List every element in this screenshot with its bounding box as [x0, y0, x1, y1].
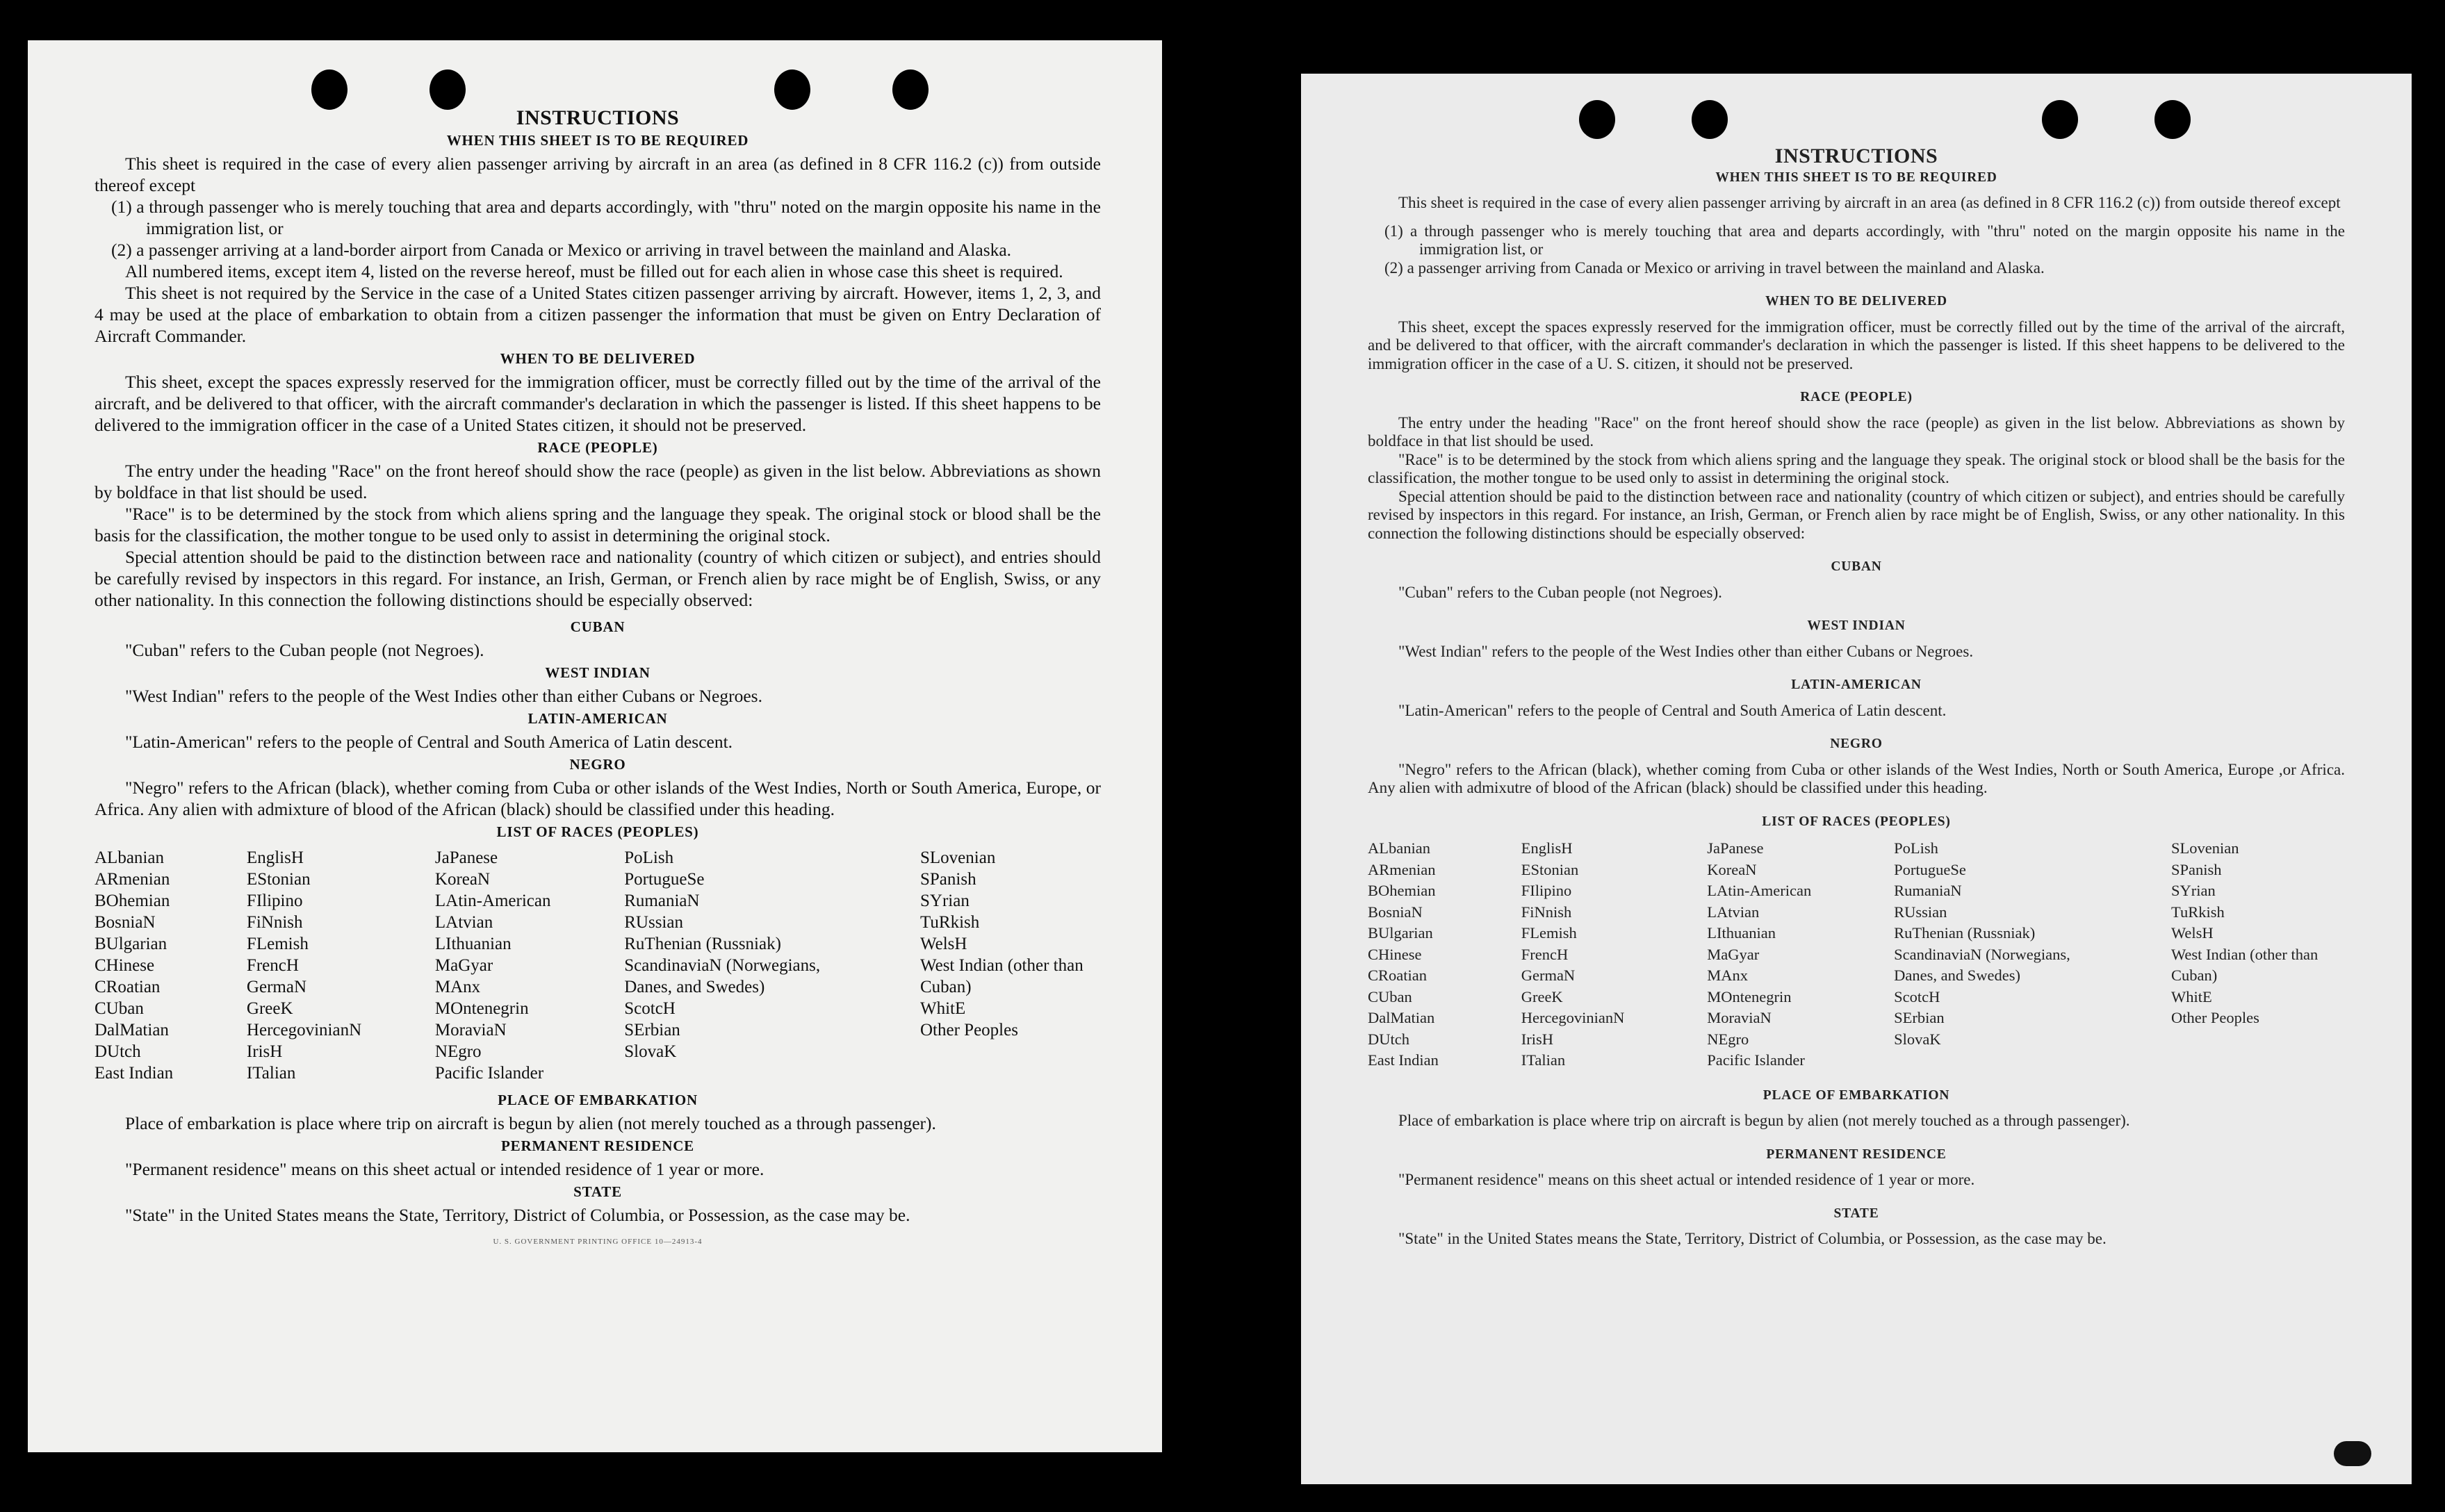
section-heading-required: WHEN THIS SHEET IS TO BE REQUIRED [1715, 170, 1997, 185]
paragraph-permanent-residence: "Permanent residence" means on this sheet actual or intended residence of 1 year or more. [1398, 1171, 1975, 1188]
race-item: Other Peoples [2171, 1009, 2259, 1026]
race-item: ALbanian [95, 848, 164, 867]
punch-hole [1579, 100, 1615, 139]
race-item: MAnx [1707, 967, 1749, 984]
race-item: PoLish [1894, 839, 1938, 857]
paragraph-latin-american: "Latin-American" refers to the people of Central and South America of Latin descent. [1398, 701, 1947, 719]
race-item: ScotcH [624, 999, 676, 1018]
race-item: LIthuanian [1707, 924, 1776, 942]
paragraph-numbered-items: All numbered items, except item 4, listed on the reverse hereof, must be filled out for each alien in whose case this sheet is required. [125, 261, 1063, 281]
race-item: BUlgarian [95, 935, 167, 953]
section-heading-delivered: WHEN TO BE DELIVERED [500, 350, 696, 367]
section-heading-latin-american: LATIN-AMERICAN [528, 710, 668, 727]
page-title: INSTRUCTIONS [1774, 145, 1938, 167]
section-heading-west-indian: WEST INDIAN [545, 664, 651, 681]
race-item: DUtch [1368, 1030, 1409, 1048]
race-item: ITalian [1521, 1051, 1566, 1069]
race-item: ScandinaviaN (Norwegians, Danes, and Swedes) [1894, 945, 2070, 984]
section-heading-race: RACE (PEOPLE) [1800, 390, 1913, 404]
race-item: SYrian [2171, 882, 2216, 899]
race-list [1368, 838, 2345, 1071]
section-heading-cuban: CUBAN [1831, 559, 1882, 574]
paragraph-embarkation: Place of embarkation is place where trip on aircraft is begun by alien (not merely touched as a through passenger). [1398, 1112, 2130, 1129]
race-item: RuThenian (Russniak) [624, 935, 781, 953]
race-item: JaPanese [434, 848, 498, 867]
paragraph-cuban: "Cuban" refers to the Cuban people (not Negroes). [125, 640, 484, 660]
paragraph-permanent-residence: "Permanent residence" means on this sheet actual or intended residence of 1 year or more. [125, 1159, 764, 1179]
race-column-5 [2171, 838, 2345, 1071]
race-item: FrencH [1521, 945, 1569, 963]
race-item: SYrian [920, 891, 970, 910]
exception-item-1: (1) a through passenger who is merely touching that area and departs accordingly, with "thru" noted on the margin opposite his name in the immigration list, or [1384, 222, 2345, 258]
section-heading-state: STATE [573, 1183, 622, 1200]
paragraph-required: This sheet is required in the case of every alien passenger arriving by aircraft in an area (as defined in 8 CFR 116.2 (c)) from outside thereof except [1398, 194, 2341, 211]
race-item: TuRkish [920, 913, 980, 932]
race-item: ScandinaviaN (Norwegians, Danes, and Swedes) [624, 956, 821, 996]
race-column-2 [1521, 838, 1625, 1071]
race-item: LIthuanian [434, 935, 512, 953]
race-item: HercegovinianN [246, 1021, 362, 1040]
section-heading-embarkation: PLACE OF EMBARKATION [1763, 1087, 1950, 1103]
punch-hole [2042, 100, 2078, 139]
race-item: ITalian [246, 1064, 296, 1083]
race-item: SErbian [624, 1021, 680, 1040]
paragraph-negro: "Negro" refers to the African (black), whether coming from Cuba or other islands of the West Indies, North or South America, Europe ,or Africa. Any alien with admixutre of blood of the African (black) should be classified under this heading. [1368, 760, 2345, 796]
race-item: Pacific Islander [434, 1064, 544, 1083]
race-item: GermaN [1521, 967, 1576, 984]
race-item: MOntenegrin [434, 999, 529, 1018]
race-item: SLovenian [2171, 839, 2239, 857]
paragraph-race-definition: "Race" is to be determined by the stock from which aliens spring and the language they speak. The original stock or blood shall be the basis for the classification, the mother tongue to be used only to assist in determining the original stock. [1368, 450, 2345, 486]
paragraph-latin-american: "Latin-American" refers to the people of Central and South America of Latin descent. [125, 732, 733, 752]
race-item: SErbian [1894, 1009, 1945, 1026]
race-item: EStonian [1521, 860, 1579, 878]
race-column-3 [435, 847, 551, 1084]
printer-footnote: U. S. GOVERNMENT PRINTING OFFICE 10—24913-4 [493, 1238, 703, 1246]
race-item: CRoatian [95, 978, 161, 996]
race-item: MoraviaN [434, 1021, 507, 1040]
punch-hole [311, 69, 347, 110]
section-heading-embarkation: PLACE OF EMBARKATION [498, 1092, 698, 1108]
race-item: FLemish [246, 935, 309, 953]
paragraph-west-indian: "West Indian" refers to the people of the West Indies other than either Cubans or Negroes. [125, 686, 762, 706]
race-item: LAtvian [1707, 903, 1760, 921]
exception-item-1: (1) a through passenger who is merely touching that area and departs accordingly, with "thru" noted on the margin opposite his name in the immigration list, or [111, 197, 1101, 238]
race-item: EnglisH [246, 848, 304, 867]
paragraph-race-nationality: Special attention should be paid to the distinction between race and nationality (country of which citizen or subject), and entries should be carefully revised by inspectors in this regard. For instance, an Irish, German, or French alien by race might be of English, Swiss, or any other nationality. In this connection the following distinctions should be especially observed: [1368, 487, 2345, 542]
section-heading-race: RACE (PEOPLE) [537, 439, 658, 456]
section-heading-race-list: LIST OF RACES (PEOPLES) [496, 823, 699, 840]
race-item: SlovaK [624, 1042, 677, 1061]
race-item: WelsH [2171, 924, 2214, 942]
race-item: BosniaN [95, 913, 156, 932]
race-column-4 [624, 847, 847, 1084]
race-item: East Indian [95, 1064, 174, 1083]
race-item: SLovenian [920, 848, 996, 867]
section-heading-negro: NEGRO [1830, 737, 1883, 751]
race-item: MaGyar [1707, 945, 1760, 963]
paragraph-state: "State" in the United States means the State, Territory, District of Columbia, or Possession, as the case may be. [1398, 1230, 2107, 1247]
section-heading-delivered: WHEN TO BE DELIVERED [1765, 294, 1947, 309]
race-item: DalMatian [1368, 1009, 1435, 1026]
race-item: West Indian (other than Cuban) [920, 956, 1084, 996]
race-item: KoreaN [434, 870, 491, 889]
section-heading-permanent-residence: PERMANENT RESIDENCE [501, 1137, 694, 1154]
race-item: LAtin-American [434, 891, 551, 910]
race-item: MoraviaN [1707, 1009, 1772, 1026]
race-item: Other Peoples [920, 1021, 1018, 1040]
race-column-5 [920, 847, 1101, 1084]
race-item: FiNnish [246, 913, 303, 932]
race-item: ARmenian [1368, 860, 1436, 878]
race-item: FLemish [1521, 924, 1577, 942]
exception-item-2: (2) a passenger arriving from Canada or Mexico or arriving in travel between the mainland and Alaska. [1384, 258, 2045, 277]
paragraph-race-definition: "Race" is to be determined by the stock from which aliens spring and the language they speak. The original stock or blood shall be the basis for the classification, the mother tongue to be used only to assist in determining the original stock. [95, 504, 1101, 545]
section-heading-state: STATE [1833, 1206, 1879, 1221]
section-heading-permanent-residence: PERMANENT RESIDENCE [1766, 1147, 1947, 1162]
race-item: CHinese [95, 956, 155, 975]
punch-hole [430, 69, 466, 110]
paragraph-race-entry: The entry under the heading "Race" on the front hereof should show the race (people) as given in the list below. Abbreviations as shown by boldface in that list should be used. [1368, 413, 2345, 450]
race-item: ALbanian [1368, 839, 1430, 857]
race-item: GermaN [246, 978, 306, 996]
race-item: EStonian [246, 870, 311, 889]
race-item: IrisH [246, 1042, 283, 1061]
race-item: West Indian (other than Cuban) [2171, 945, 2319, 984]
paragraph-required: This sheet is required in the case of every alien passenger arriving by aircraft in an area (as defined in 8 CFR 116.2 (c)) from outside thereof except [95, 154, 1101, 195]
paragraph-embarkation: Place of embarkation is place where trip on aircraft is begun by alien (not merely touched as a through passenger). [125, 1113, 936, 1133]
page-title: INSTRUCTIONS [516, 106, 680, 129]
race-item: FIlipino [246, 891, 303, 910]
race-item: DUtch [95, 1042, 141, 1061]
race-item: NEgro [1707, 1030, 1749, 1048]
race-column-1 [1368, 838, 1439, 1071]
paragraph-race-nationality: Special attention should be paid to the distinction between race and nationality (country of which citizen or subject), and entries should be carefully revised by inspectors in this regard. For instance, an Irish, German, or French alien by race might be of English, Swiss, or any other nationality. In this connection the following distinctions should be especially observed: [95, 547, 1101, 610]
race-item: PortugueSe [624, 870, 705, 889]
race-item: GreeK [246, 999, 293, 1018]
punch-hole [774, 69, 810, 110]
race-item: RUssian [624, 913, 683, 932]
section-heading-west-indian: WEST INDIAN [1807, 618, 1906, 633]
section-heading-negro: NEGRO [569, 756, 626, 773]
race-item: BOhemian [1368, 882, 1436, 899]
race-column-1 [95, 847, 173, 1084]
race-item: CHinese [1368, 945, 1422, 963]
stamp-mark-icon [2334, 1441, 2371, 1466]
race-item: LAtin-American [1707, 882, 1812, 899]
race-item: BUlgarian [1368, 924, 1433, 942]
paragraph-state: "State" in the United States means the State, Territory, District of Columbia, or Possession, as the case may be. [125, 1205, 910, 1225]
race-item: LAtvian [434, 913, 493, 932]
race-item: MaGyar [434, 956, 493, 975]
race-item: ARmenian [95, 870, 170, 889]
race-item: FrencH [246, 956, 299, 975]
document-page-right [1301, 74, 2412, 1484]
race-list [95, 847, 1101, 1084]
race-item: WhitE [2171, 987, 2212, 1005]
race-item: DalMatian [95, 1021, 169, 1040]
race-item: SPanish [920, 870, 976, 889]
race-item: SPanish [2171, 860, 2222, 878]
race-item: BosniaN [1368, 903, 1423, 921]
race-item: ScotcH [1894, 987, 1940, 1005]
race-item: SlovaK [1894, 1030, 1941, 1048]
section-heading-race-list: LIST OF RACES (PEOPLES) [1762, 814, 1951, 829]
race-item: WhitE [920, 999, 966, 1018]
section-heading-latin-american: LATIN-AMERICAN [1791, 677, 1922, 692]
race-item: CUban [1368, 987, 1412, 1005]
race-item: RumaniaN [624, 891, 700, 910]
race-item: BOhemian [95, 891, 170, 910]
section-heading-required: WHEN THIS SHEET IS TO BE REQUIRED [446, 132, 749, 149]
race-item: JaPanese [1707, 839, 1764, 857]
exception-item-2: (2) a passenger arriving at a land-border airport from Canada or Mexico or arriving in travel between the mainland and Alaska. [111, 240, 1012, 260]
paragraph-cuban: "Cuban" refers to the Cuban people (not Negroes). [1398, 583, 1722, 601]
race-column-4 [1894, 838, 2088, 1071]
race-item: CUban [95, 999, 144, 1018]
race-column-3 [1707, 838, 1811, 1071]
section-heading-cuban: CUBAN [570, 618, 625, 635]
paragraph-negro: "Negro" refers to the African (black), whether coming from Cuba or other islands of the West Indies, North or South America, Europe, or Africa. Any alien with admixture of blood of the African (black) should be classified under this heading. [95, 778, 1101, 819]
race-item: East Indian [1368, 1051, 1439, 1069]
race-item: WelsH [920, 935, 967, 953]
paragraph-delivered: This sheet, except the spaces expressly reserved for the immigration officer, must be correctly filled out by the time of the arrival of the aircraft, and be delivered to that officer, with the aircraft commander's declaration in which the passenger is listed. If this sheet happens to be delivered to the immigration officer in the case of a U. S. citizen, it should not be preserved. [1368, 318, 2345, 372]
race-item: TuRkish [2171, 903, 2225, 921]
race-item: MAnx [434, 978, 481, 996]
race-item: FiNnish [1521, 903, 1572, 921]
race-item: NEgro [434, 1042, 482, 1061]
race-item: FIlipino [1521, 882, 1572, 899]
race-item: CRoatian [1368, 967, 1427, 984]
race-item: HercegovinianN [1521, 1009, 1625, 1026]
race-item: GreeK [1521, 987, 1563, 1005]
paragraph-west-indian: "West Indian" refers to the people of the West Indies other than either Cubans or Negroes. [1398, 642, 1974, 660]
race-item: EnglisH [1521, 839, 1573, 857]
race-item: PortugueSe [1894, 860, 1966, 878]
race-item: IrisH [1521, 1030, 1553, 1048]
race-item: PoLish [624, 848, 674, 867]
punch-hole [1692, 100, 1728, 139]
race-item: RumaniaN [1894, 882, 1962, 899]
paragraph-citizen: This sheet is not required by the Service in the case of a United States citizen passenger arriving by aircraft. However, items 1, 2, 3, and 4 may be used at the place of embarkation to obtain from a citizen passenger the information that must be given on Entry Declaration of Aircraft Commander. [95, 283, 1101, 346]
race-item: Pacific Islander [1707, 1051, 1805, 1069]
paragraph-race-entry: The entry under the heading "Race" on the front hereof should show the race (people) as given in the list below. Abbreviations as shown by boldface in that list should be used. [95, 461, 1101, 502]
race-item: MOntenegrin [1707, 987, 1792, 1005]
race-item: RuThenian (Russniak) [1894, 924, 2036, 942]
race-column-2 [247, 847, 361, 1084]
punch-hole [892, 69, 929, 110]
punch-hole [2154, 100, 2191, 139]
race-item: RUssian [1894, 903, 1947, 921]
document-page-left [28, 40, 1162, 1452]
race-item: KoreaN [1707, 860, 1757, 878]
paragraph-delivered: This sheet, except the spaces expressly reserved for the immigration officer, must be correctly filled out by the time of the arrival of the aircraft, and be delivered to that officer, with the aircraft commander's declaration in which the passenger is listed. If this sheet happens to be delivered to the immigration officer in the case of a United States citizen, it should not be preserved. [95, 372, 1101, 435]
